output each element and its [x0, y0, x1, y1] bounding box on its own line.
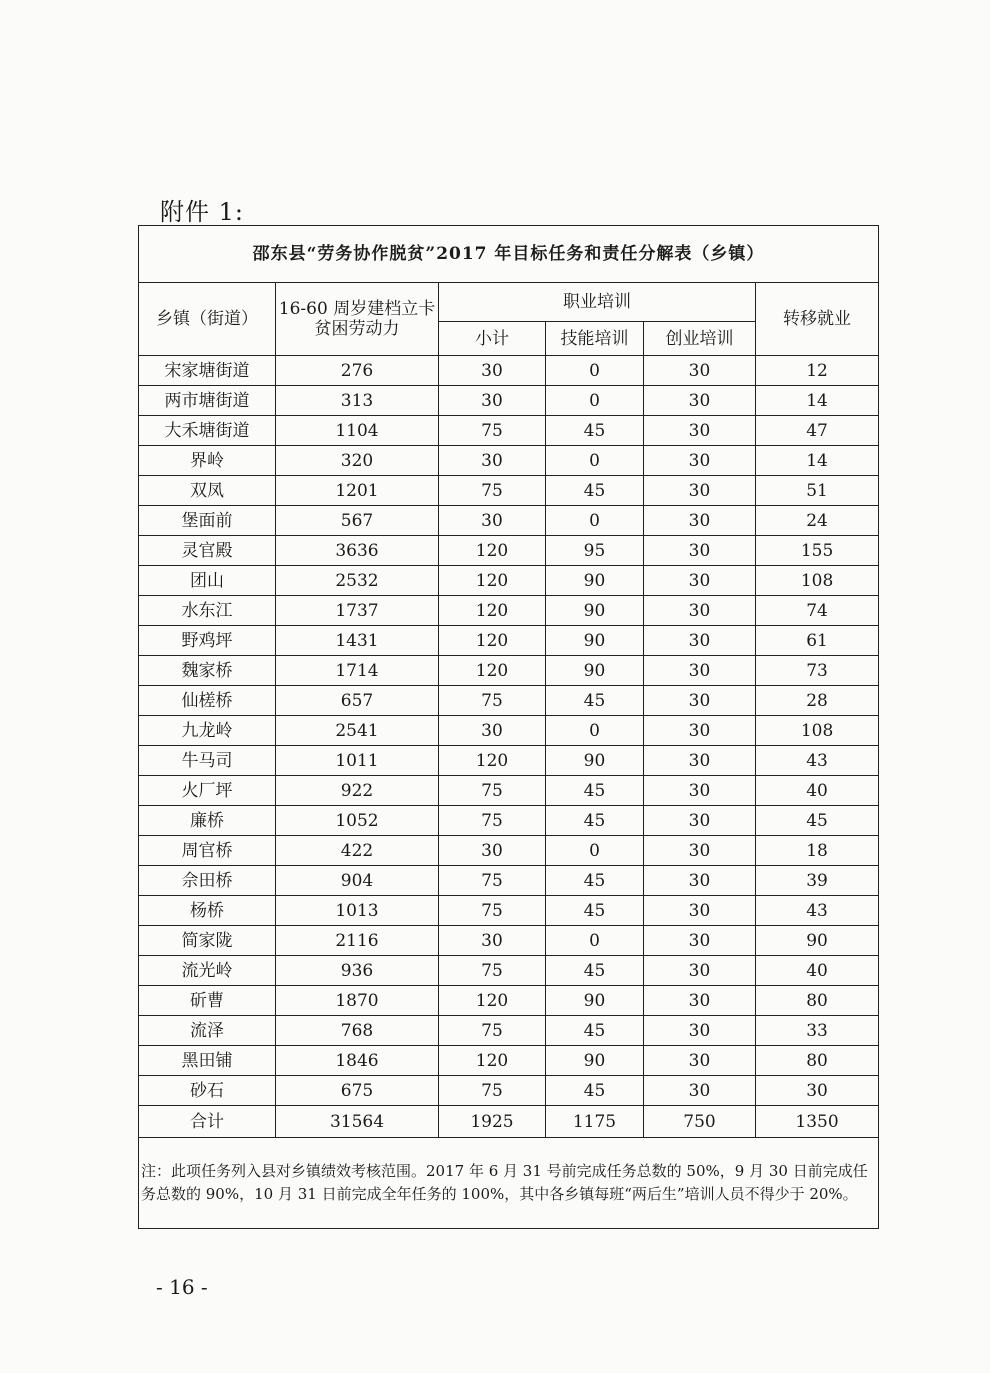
header-town: 乡镇（街道） [139, 283, 276, 356]
cell-skill: 0 [546, 356, 644, 386]
cell-town: 团山 [139, 566, 276, 596]
cell-town: 简家陇 [139, 926, 276, 956]
cell-labor: 768 [276, 1016, 439, 1046]
cell-business: 30 [644, 866, 756, 896]
table-row [139, 596, 879, 626]
cell-labor: 1737 [276, 596, 439, 626]
cell-business: 30 [644, 806, 756, 836]
cell-business: 30 [644, 956, 756, 986]
cell-subtotal: 75 [439, 476, 546, 506]
cell-town: 周官桥 [139, 836, 276, 866]
cell-business: 30 [644, 536, 756, 566]
total-business: 750 [644, 1106, 756, 1138]
cell-town: 佘田桥 [139, 866, 276, 896]
header-labor: 16-60 周岁建档立卡贫困劳动力 [276, 283, 439, 356]
cell-employment: 90 [756, 926, 879, 956]
cell-labor: 904 [276, 866, 439, 896]
cell-business: 30 [644, 1016, 756, 1046]
cell-town: 斫曹 [139, 986, 276, 1016]
cell-town: 砂石 [139, 1076, 276, 1106]
header-subtotal: 小计 [439, 322, 546, 356]
cell-labor: 1011 [276, 746, 439, 776]
header-employment: 转移就业 [756, 283, 879, 356]
table-row [139, 446, 879, 476]
cell-subtotal: 30 [439, 836, 546, 866]
cell-town: 两市塘街道 [139, 386, 276, 416]
table-row [139, 746, 879, 776]
cell-town: 黑田铺 [139, 1046, 276, 1076]
cell-labor: 276 [276, 356, 439, 386]
cell-skill: 45 [546, 896, 644, 926]
cell-skill: 45 [546, 1016, 644, 1046]
table-row [139, 896, 879, 926]
table-row [139, 656, 879, 686]
cell-skill: 45 [546, 476, 644, 506]
table-row [139, 686, 879, 716]
total-labor: 31564 [276, 1106, 439, 1138]
cell-labor: 313 [276, 386, 439, 416]
cell-business: 30 [644, 746, 756, 776]
cell-labor: 1870 [276, 986, 439, 1016]
cell-labor: 567 [276, 506, 439, 536]
cell-employment: 12 [756, 356, 879, 386]
cell-subtotal: 75 [439, 1016, 546, 1046]
table-row [139, 776, 879, 806]
cell-skill: 0 [546, 926, 644, 956]
cell-skill: 45 [546, 1076, 644, 1106]
cell-employment: 80 [756, 1046, 879, 1076]
cell-subtotal: 120 [439, 626, 546, 656]
cell-town: 杨桥 [139, 896, 276, 926]
total-label: 合计 [139, 1106, 276, 1138]
total-subtotal: 1925 [439, 1106, 546, 1138]
cell-skill: 45 [546, 686, 644, 716]
cell-skill: 0 [546, 836, 644, 866]
table-row [139, 1076, 879, 1106]
header-training: 职业培训 [439, 283, 756, 322]
cell-business: 30 [644, 836, 756, 866]
cell-employment: 24 [756, 506, 879, 536]
cell-employment: 74 [756, 596, 879, 626]
table-row [139, 956, 879, 986]
cell-skill: 90 [546, 1046, 644, 1076]
cell-subtotal: 75 [439, 776, 546, 806]
cell-skill: 90 [546, 986, 644, 1016]
table-row [139, 986, 879, 1016]
total-employment: 1350 [756, 1106, 879, 1138]
cell-business: 30 [644, 386, 756, 416]
cell-business: 30 [644, 926, 756, 956]
cell-labor: 1431 [276, 626, 439, 656]
cell-skill: 45 [546, 866, 644, 896]
cell-employment: 51 [756, 476, 879, 506]
cell-skill: 0 [546, 506, 644, 536]
cell-skill: 0 [546, 716, 644, 746]
cell-employment: 45 [756, 806, 879, 836]
cell-business: 30 [644, 506, 756, 536]
cell-town: 水东江 [139, 596, 276, 626]
cell-business: 30 [644, 1046, 756, 1076]
cell-labor: 422 [276, 836, 439, 866]
cell-business: 30 [644, 596, 756, 626]
cell-subtotal: 75 [439, 806, 546, 836]
cell-town: 灵官殿 [139, 536, 276, 566]
table-note: 注：此项任务列入县对乡镇绩效考核范围。2017 年 6 月 31 号前完成任务总数的 50%，9 月 30 日前完成任务总数的 90%，10 月 31 日前完成全年任务的 100%，其中各乡镇每班“两后生”培训人员不得少于 20%。 [139, 1138, 879, 1229]
cell-business: 30 [644, 356, 756, 386]
table-row [139, 836, 879, 866]
cell-business: 30 [644, 446, 756, 476]
cell-business: 30 [644, 896, 756, 926]
cell-business: 30 [644, 476, 756, 506]
cell-business: 30 [644, 716, 756, 746]
cell-employment: 43 [756, 746, 879, 776]
cell-employment: 30 [756, 1076, 879, 1106]
table-row [139, 476, 879, 506]
table-row [139, 356, 879, 386]
cell-town: 九龙岭 [139, 716, 276, 746]
table-row [139, 626, 879, 656]
cell-labor: 2532 [276, 566, 439, 596]
cell-town: 魏家桥 [139, 656, 276, 686]
cell-subtotal: 120 [439, 596, 546, 626]
cell-town: 流泽 [139, 1016, 276, 1046]
cell-subtotal: 30 [439, 446, 546, 476]
cell-employment: 108 [756, 716, 879, 746]
cell-subtotal: 120 [439, 1046, 546, 1076]
cell-skill: 95 [546, 536, 644, 566]
cell-subtotal: 30 [439, 506, 546, 536]
cell-labor: 1714 [276, 656, 439, 686]
table-row [139, 926, 879, 956]
cell-skill: 90 [546, 596, 644, 626]
cell-employment: 43 [756, 896, 879, 926]
cell-subtotal: 75 [439, 686, 546, 716]
table-row [139, 866, 879, 896]
cell-subtotal: 120 [439, 986, 546, 1016]
cell-subtotal: 30 [439, 356, 546, 386]
cell-subtotal: 75 [439, 1076, 546, 1106]
cell-employment: 39 [756, 866, 879, 896]
cell-subtotal: 30 [439, 716, 546, 746]
table-row [139, 806, 879, 836]
cell-labor: 657 [276, 686, 439, 716]
cell-town: 宋家塘街道 [139, 356, 276, 386]
table-row [139, 386, 879, 416]
table-row [139, 716, 879, 746]
total-skill: 1175 [546, 1106, 644, 1138]
cell-labor: 675 [276, 1076, 439, 1106]
cell-business: 30 [644, 566, 756, 596]
attachment-label: 附件 1: [160, 198, 244, 226]
cell-employment: 155 [756, 536, 879, 566]
cell-business: 30 [644, 626, 756, 656]
task-table [138, 225, 879, 1229]
cell-town: 双凤 [139, 476, 276, 506]
table-title: 邵东县“劳务协作脱贫”2017 年目标任务和责任分解表（乡镇） [139, 226, 879, 283]
cell-subtotal: 30 [439, 386, 546, 416]
cell-subtotal: 75 [439, 866, 546, 896]
cell-employment: 108 [756, 566, 879, 596]
cell-skill: 45 [546, 776, 644, 806]
table-row [139, 566, 879, 596]
cell-skill: 0 [546, 386, 644, 416]
cell-labor: 2116 [276, 926, 439, 956]
cell-employment: 80 [756, 986, 879, 1016]
cell-employment: 14 [756, 386, 879, 416]
cell-labor: 1104 [276, 416, 439, 446]
cell-labor: 2541 [276, 716, 439, 746]
cell-labor: 3636 [276, 536, 439, 566]
cell-town: 流光岭 [139, 956, 276, 986]
cell-skill: 45 [546, 806, 644, 836]
cell-town: 堡面前 [139, 506, 276, 536]
cell-labor: 922 [276, 776, 439, 806]
cell-employment: 40 [756, 956, 879, 986]
cell-subtotal: 75 [439, 956, 546, 986]
page-number: - 16 - [156, 1275, 208, 1299]
cell-employment: 40 [756, 776, 879, 806]
table-row [139, 416, 879, 446]
cell-employment: 33 [756, 1016, 879, 1046]
cell-subtotal: 75 [439, 896, 546, 926]
cell-town: 廉桥 [139, 806, 276, 836]
cell-subtotal: 30 [439, 926, 546, 956]
cell-labor: 1052 [276, 806, 439, 836]
cell-subtotal: 120 [439, 746, 546, 776]
table-row [139, 536, 879, 566]
header-skill: 技能培训 [546, 322, 644, 356]
cell-business: 30 [644, 686, 756, 716]
cell-subtotal: 120 [439, 656, 546, 686]
cell-skill: 90 [546, 566, 644, 596]
table-row [139, 1016, 879, 1046]
cell-subtotal: 75 [439, 416, 546, 446]
cell-employment: 18 [756, 836, 879, 866]
cell-labor: 1013 [276, 896, 439, 926]
cell-skill: 0 [546, 446, 644, 476]
header-business: 创业培训 [644, 322, 756, 356]
cell-subtotal: 120 [439, 536, 546, 566]
cell-business: 30 [644, 656, 756, 686]
cell-skill: 45 [546, 416, 644, 446]
cell-skill: 90 [546, 656, 644, 686]
cell-town: 牛马司 [139, 746, 276, 776]
cell-employment: 61 [756, 626, 879, 656]
cell-town: 仙槎桥 [139, 686, 276, 716]
cell-town: 大禾塘街道 [139, 416, 276, 446]
cell-business: 30 [644, 1076, 756, 1106]
cell-business: 30 [644, 416, 756, 446]
cell-town: 野鸡坪 [139, 626, 276, 656]
cell-town: 火厂坪 [139, 776, 276, 806]
cell-labor: 1201 [276, 476, 439, 506]
cell-skill: 45 [546, 956, 644, 986]
cell-employment: 73 [756, 656, 879, 686]
cell-labor: 320 [276, 446, 439, 476]
cell-labor: 1846 [276, 1046, 439, 1076]
cell-business: 30 [644, 986, 756, 1016]
cell-employment: 14 [756, 446, 879, 476]
total-row [139, 1106, 879, 1138]
cell-skill: 90 [546, 746, 644, 776]
cell-subtotal: 120 [439, 566, 546, 596]
cell-labor: 936 [276, 956, 439, 986]
table-row [139, 1046, 879, 1076]
cell-employment: 28 [756, 686, 879, 716]
cell-employment: 47 [756, 416, 879, 446]
cell-business: 30 [644, 776, 756, 806]
table-row [139, 506, 879, 536]
cell-skill: 90 [546, 626, 644, 656]
cell-town: 界岭 [139, 446, 276, 476]
